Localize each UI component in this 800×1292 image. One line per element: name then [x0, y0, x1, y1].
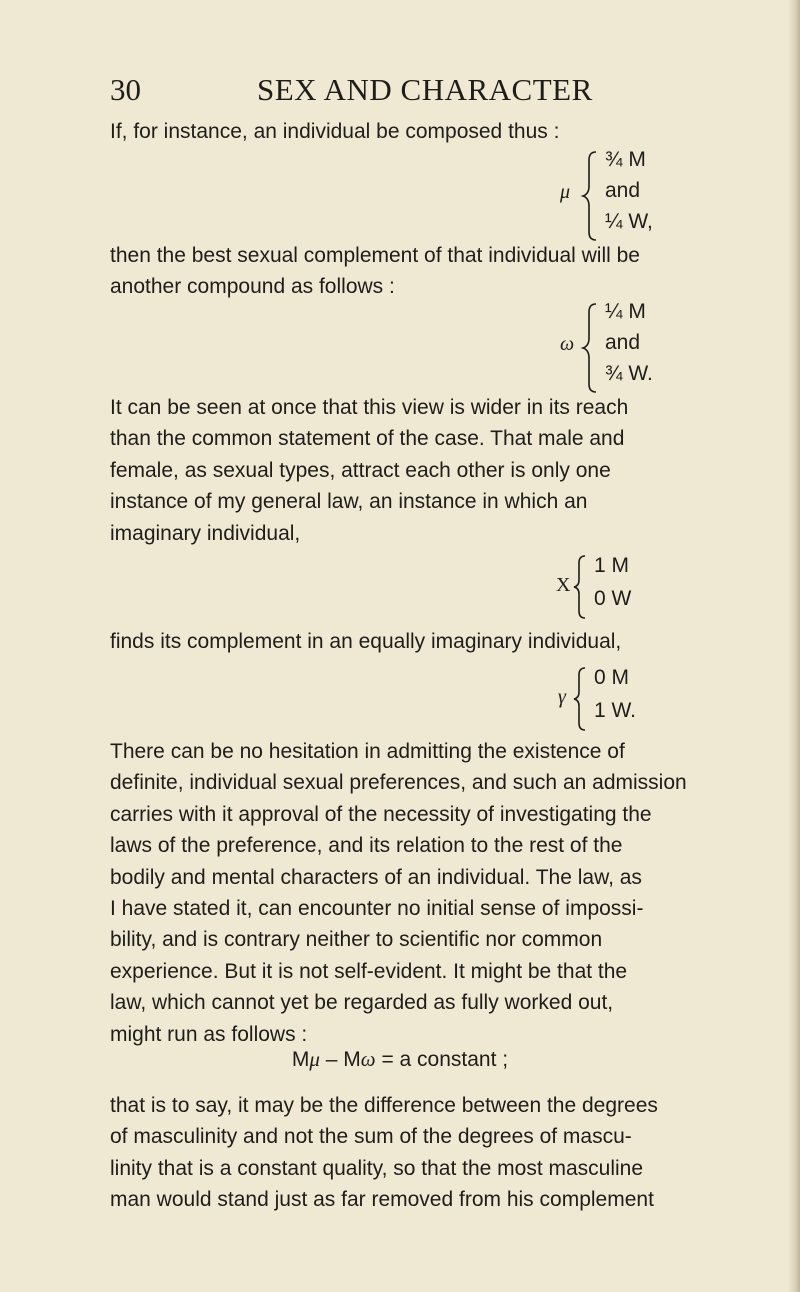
formula-row: 0 W [594, 587, 632, 610]
paragraph-view [110, 392, 737, 549]
formula-row: ¼ W, [605, 210, 653, 233]
left-brace-icon [572, 552, 590, 622]
text-line: I have stated it, can encounter no initial sense of impossi- [110, 897, 644, 921]
formula-symbol: ω [560, 333, 575, 355]
equation-operator: – [319, 1048, 344, 1071]
formula-symbol: X [556, 574, 571, 596]
text-line: man would stand just as far removed from his complement [110, 1188, 654, 1212]
text-line: then the best sexual complement of that individual will be [110, 244, 640, 267]
text-line: bodily and mental characters of an individual. The law, as [110, 865, 642, 889]
paragraph-difference [110, 1090, 737, 1216]
text-line: might run as follows : [110, 1022, 308, 1046]
formula-row: 1 M [594, 554, 630, 577]
formula-chi [556, 552, 756, 622]
text-line: instance of my general law, an instance in which an [110, 490, 588, 514]
paragraph-complement [110, 240, 737, 303]
equation-constant [0, 1047, 800, 1072]
text-line: linity that is a constant quality, so that the most masculine [110, 1156, 644, 1180]
formula-symbol: μ [560, 181, 571, 203]
text-line: that is to say, it may be the difference between the degrees [110, 1094, 658, 1117]
formula-row: and [605, 331, 641, 354]
text-line: imaginary individual, [110, 521, 301, 545]
formula-row: ¼ M [605, 300, 646, 323]
text-line: laws of the preference, and its relation to the rest of the [110, 834, 623, 858]
equation-subscript: ω [360, 1047, 376, 1071]
text-line: than the common statement of the case. That male and [110, 427, 625, 451]
text-line: law, which cannot yet be regarded as fully worked out, [110, 991, 614, 1015]
text-line: female, as sexual types, attract each other is only one [110, 458, 611, 482]
equation-result: = a constant ; [375, 1048, 509, 1071]
equation-term: M [343, 1048, 361, 1071]
text-line: of masculinity and not the sum of the degrees of mascu- [110, 1125, 632, 1149]
text-line: definite, individual sexual preferences, and such an admission [110, 771, 687, 795]
page-edge-shadow [788, 0, 800, 1292]
paragraph-hesitation [110, 736, 737, 1050]
text-line: another compound as follows : [110, 275, 395, 299]
page-number: 30 [110, 72, 141, 107]
formula-row: ¾ M [605, 148, 646, 171]
formula-row: ¾ W. [605, 362, 653, 385]
left-brace-icon [580, 300, 602, 396]
left-brace-icon [572, 664, 590, 734]
paragraph-intro [110, 116, 737, 147]
formula-row: and [605, 179, 641, 202]
formula-mu [560, 148, 760, 244]
formula-row: 0 M [594, 666, 630, 689]
formula-omega [560, 300, 760, 396]
text-line: It can be seen at once that this view is wider in its reach [110, 396, 629, 419]
formula-gamma [556, 664, 756, 734]
text-line: experience. But it is not self-evident. It might be that the [110, 959, 628, 983]
formula-symbol: γ [558, 686, 566, 708]
text-line: If, for instance, an individual be composed thus : [110, 120, 560, 143]
equation-term: M [291, 1048, 310, 1071]
text-line: There can be no hesitation in admitting the existence of [110, 740, 625, 763]
text-line: finds its complement in an equally imaginary individual, [110, 630, 622, 653]
left-brace-icon [580, 148, 602, 244]
paragraph-finds [110, 626, 737, 657]
text-line: bility, and is contrary neither to scientific nor common [110, 928, 603, 952]
page-header [110, 72, 690, 112]
equation-subscript: μ [309, 1047, 320, 1071]
running-head: SEX AND CHARACTER [257, 72, 593, 107]
text-line: carries with it approval of the necessity of investigating the [110, 802, 652, 826]
formula-row: 1 W. [594, 699, 637, 722]
